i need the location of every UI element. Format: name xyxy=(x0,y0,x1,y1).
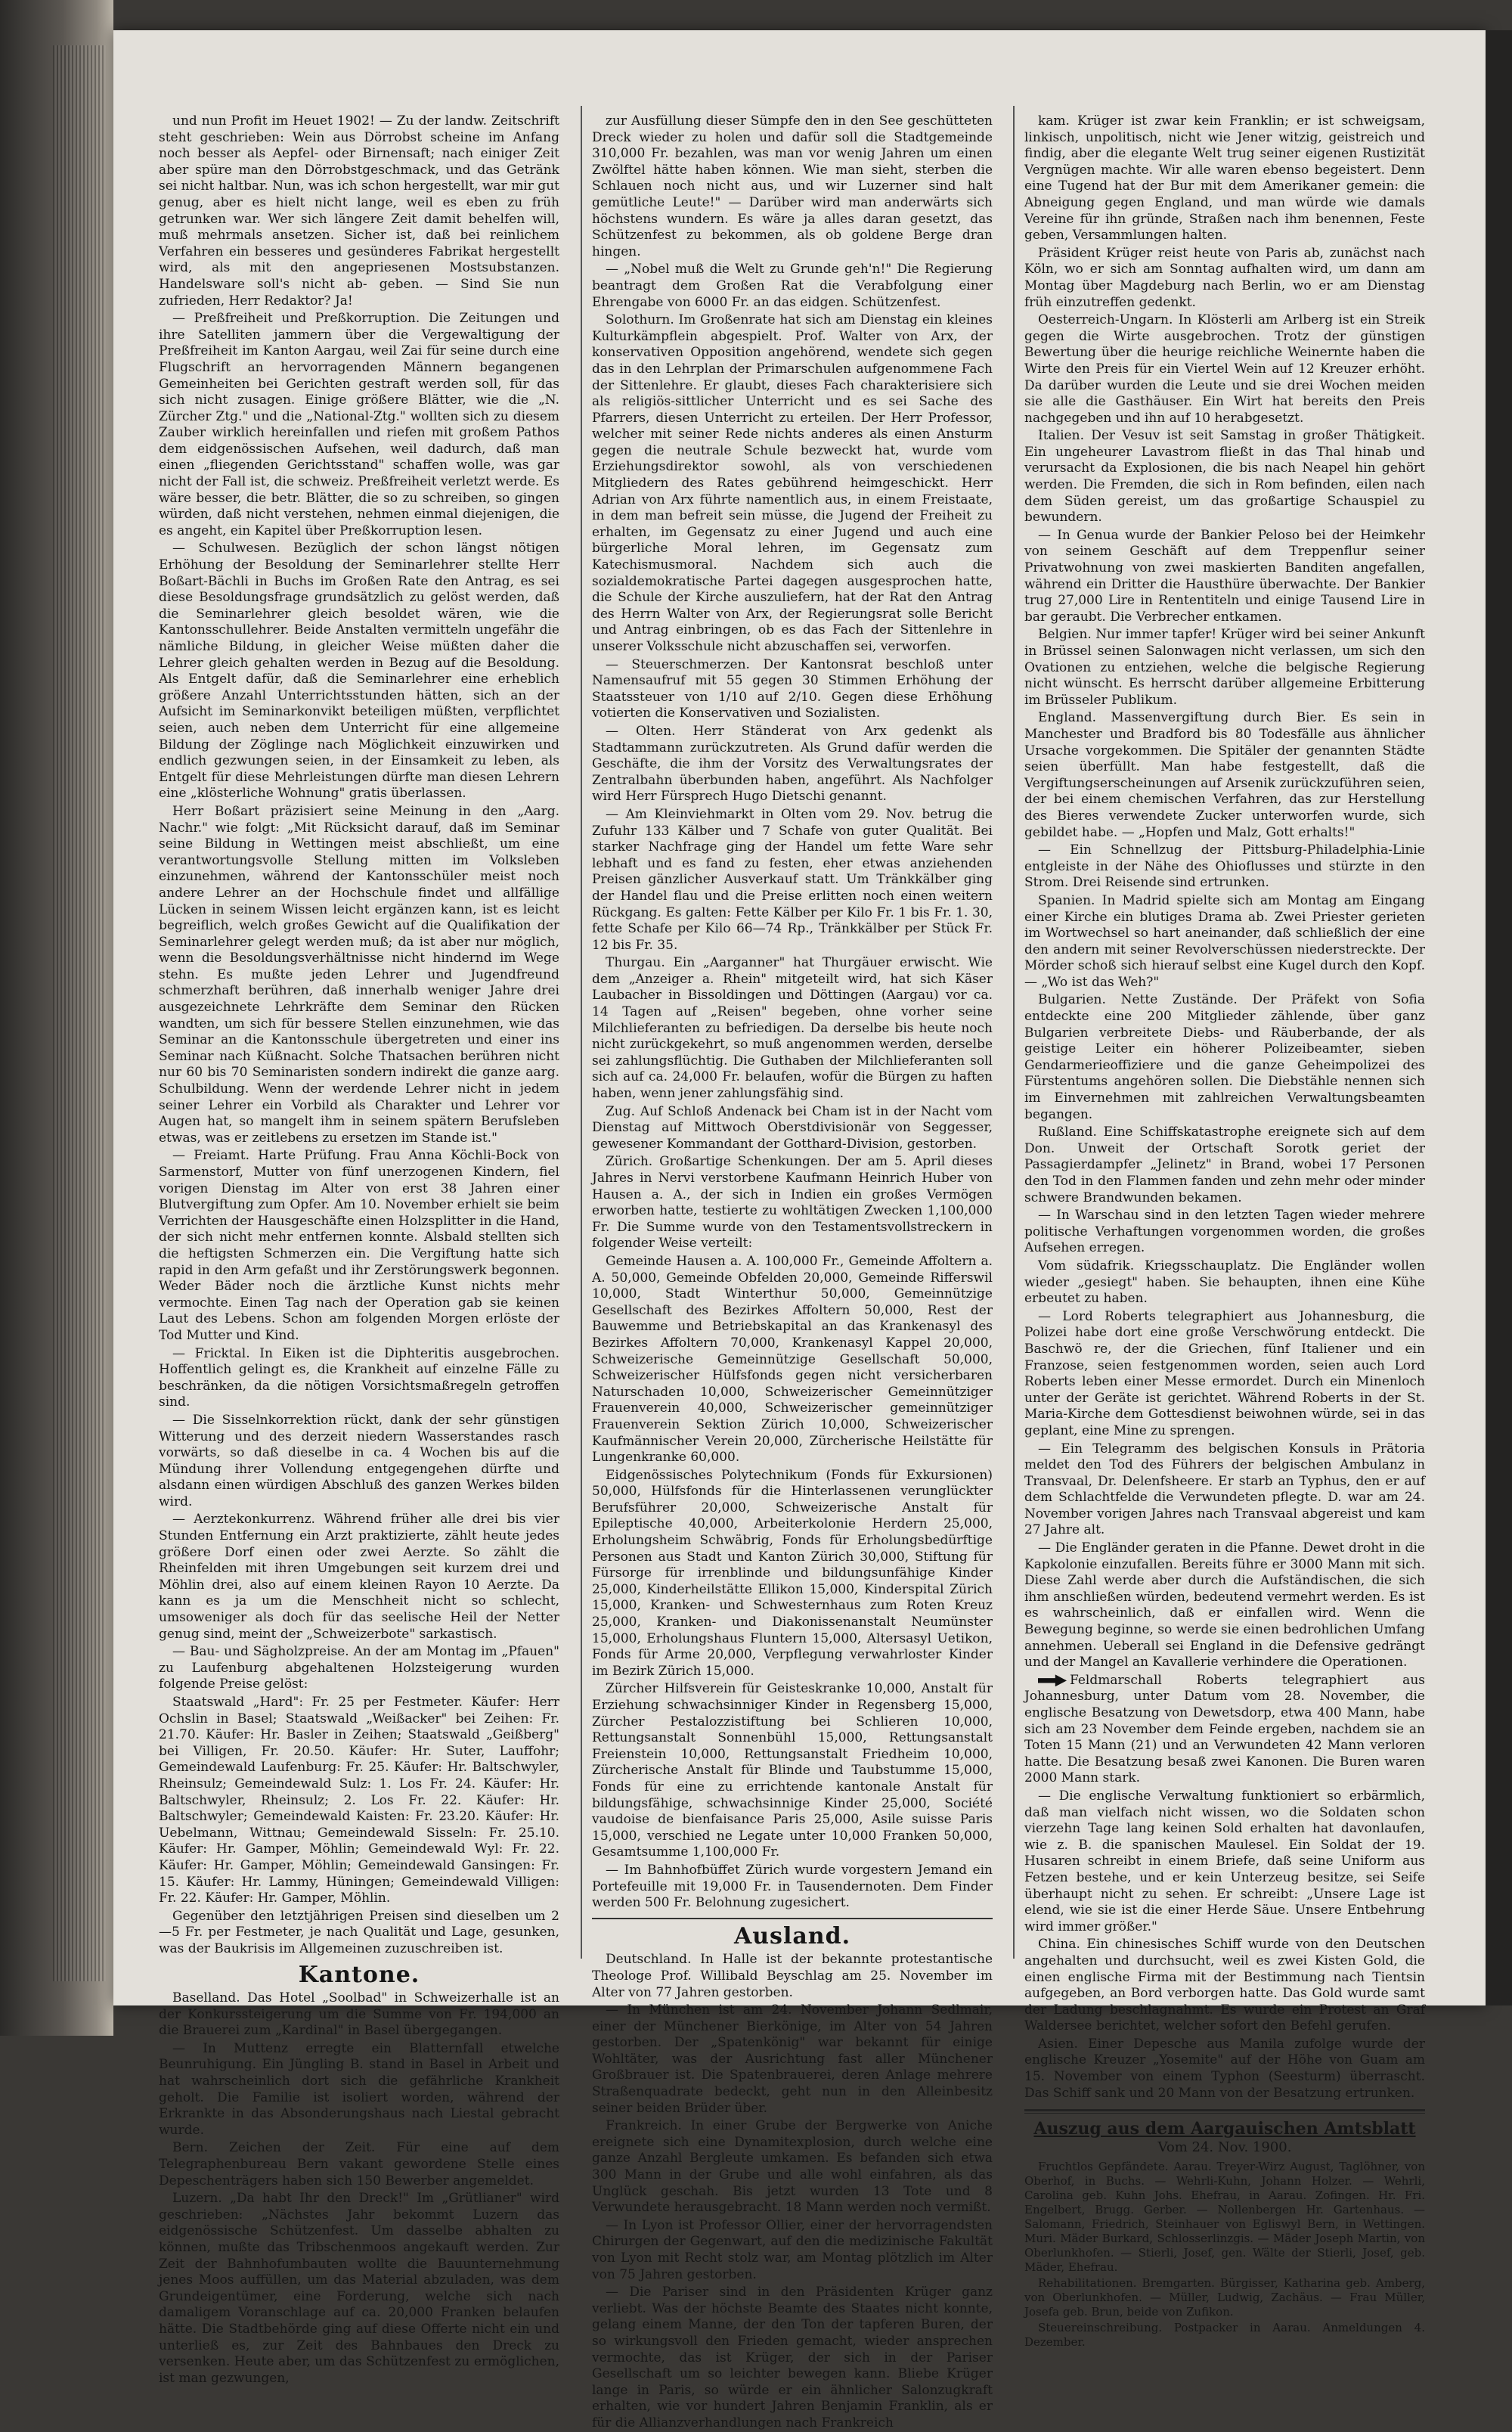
pointing-hand-icon xyxy=(1038,1674,1067,1686)
paragraph: — Fricktal. In Eiken ist die Diphteritis ausgebrochen. Hoffentlich gelingt es, die Krankheit auf einzelne Fälle zu beschränken, da die nötigen Vorsichtsmaßregeln getroffen sind. xyxy=(159,1345,559,1410)
paragraph: Eidgenössisches Polytechnikum (Fonds für Exkursionen) 50,000, Hülfsfonds für die Hinterlassenen verunglückter Berufsführer 20,000, Schweizerische Anstalt für Epileptische 40,000, Arbeiterkolonie Herdern 25,000, Erholungsheim Schwäbrig, Fonds für Erholungsbedürftige Personen aus Stadt und Kanton Zürich 30,000, Stiftung für Fürsorge für irrenblinde und bildungsunfähige Kinder 25,000, Kinderheilstätte Ellikon 15,000, Kinderspital Zürich 15,000, Kranken- und Schwesternhaus zum Roten Kreuz 25,000, Kranken- und Diakonissenanstalt Neumünster 15,000, Erholungshaus Fluntern 15,000, Altersasyl Uetikon, Fonds für Arme 20,000, Verpflegung verwahrloster Kinder im Bezirk Zürich 15,000. xyxy=(592,1467,993,1679)
column-rule xyxy=(581,106,582,1959)
paragraph: Herr Boßart präzisiert seine Meinung in den „Aarg. Nachr." wie folgt: „Mit Rücksicht darauf, daß im Seminar seine Bildung in Wettingen meist abschließt, um eine verantwortungsvolle Stellung mitten im Volksleben einzunehmen, während der Kantonsschüler meist noch andere Lehrer an der Hochschule findet und allfällige Lücken in seinem Wissen leicht ergänzen kann, ist es leicht begreiflich, welch großes Gewicht auf die Qualifikation der Seminarlehrer gelegt werden muß; da ist aber nur möglich, wenn die Besoldungsverhältnisse nicht hindernd im Wege stehn. Es mußte jeden Lehrer und Jugendfreund schmerzhaft berühren, daß innerhalb weniger Jahre drei ausgezeichnete Lehrkräfte dem Seminar den Rücken wandten, um sich für bessere Stellen einzunehmen, wie das Seminar an die Kantonsschule übergetreten und einer ins Seminar nach Küßnacht. Solche Thatsachen berühren nicht nur 60 bis 70 Seminaristen sondern indirekt die ganze aarg. Schulbildung. Wenn der werdende Lehrer nicht in jedem seiner Lehrer ein Vorbild als Charakter und Lehrer vor Augen hat, so mangelt ihm in seinem spätern Berufsleben etwas, was er zeitlebens zu ersetzen im Stande ist." xyxy=(159,803,559,1146)
paragraph: Thurgau. Ein „Aarganner" hat Thurgäuer erwischt. Wie dem „Anzeiger a. Rhein" mitgeteilt wird, hat sich Käser Laubacher in Bissoldingen und Döttingen (Aargau) vor ca. 14 Tagen auf „Reisen" begeben, ohne vorher seine Milchlieferanten zu befriedigen. Da derselbe bis heute noch nicht zurückgekehrt, so muß angenommen werden, derselbe sei zahlungsflüchtig. Die Guthaben der Milchlieferanten soll sich auf ca. 24,000 Fr. belaufen, wofür die Bürgen zu haften haben, wenn jener zahlungsfähig sind. xyxy=(592,955,993,1102)
paragraph: Zug. Auf Schloß Andenack bei Cham ist in der Nacht vom Dienstag auf Mittwoch Oberstdivisionär von Seggesser, gewesener Kommandant der Gotthard-Division, gestorben. xyxy=(592,1103,993,1152)
paragraph: Fruchtlos Gepfändete. Aarau. Treyer-Wirz August, Taglöhner, von Oberhof, in Buchs. — Wehrli-Kuhn, Johann Holzer. — Wehrli, Carolina geb. Kuhn Johs. Ehefrau, in Aarau. Zofingen. Hr. Fri. Engelbert, Brugg. Gerber. — Nollenbergen Hr. Gartenhaus. — Salomann, Friedrich, Steinhauer von Egliswyl Bern, in Wettingen. Muri. Mäder Burkard, Schlosserlinzgis. — Mäder Joseph Martin, von Oberlunkhofen. — Stierli, Josef, gen. Wälte der Stierli, Josef, geb. Mäder, Ehefrau. xyxy=(1024,2160,1425,2275)
paragraph: Belgien. Nur immer tapfer! Krüger wird bei seiner Ankunft in Brüssel seinen Salonwagen nicht verlassen, um sich den Ovationen zu entziehen, welche die belgische Regierung nicht wünscht. Es herrscht darüber allgemeine Erbitterung im Brüsseler Publikum. xyxy=(1024,627,1425,708)
paragraph: Spanien. In Madrid spielte sich am Montag am Eingang einer Kirche ein blutiges Drama ab. Zwei Priester gerieten im Wortwechsel so hart aneinander, daß schließlich der eine den andern mit seiner Revolverschüssen niederstreckte. Der Mörder schoß sich hierauf selbst eine Kugel durch den Kopf. — „Wo ist das Weh?" xyxy=(1024,892,1425,990)
paragraph: — Preßfreiheit und Preßkorruption. Die Zeitungen und ihre Satelliten jammern über die Vergewaltigung der Preßfreiheit im Kanton Aargau, weil Zai für seine durch eine Flugschrift an hervorragenden Männern begangenen Gemeinheiten bei Gerichten gestraft werden soll, für das sich nicht zusagen. Einige größere Blätter, wie die „N. Zürcher Ztg." und die „National-Ztg." wollten sich zu diesem Zauber wirklich hereinfallen und riefen mit großem Pathos dem eidgenössischen Aufsehen, weil dadurch, daß man einen „fliegenden Gerichtsstand" schaffen wolle, was gar nicht der Fall ist, die schweiz. Preßfreiheit verletzt werde. Es wäre besser, die betr. Blätter, die so zu schreiben, so gingen würden, daß nicht verstehen, nehmen einmal diejenigen, die es angeht, ein Kapitel über Preßkorruption lesen. xyxy=(159,311,559,538)
paragraph: — In München ist am 24. November Johann Sedlmair, einer der Münchener Bierkönige, im Alter von 54 Jahren gestorben. Der „Spatenkönig" war bekannt für einige Wohltäter, was der Ausrichtung fast aller Münchener Großbrauer ist. Die Spatenbrauerei, deren Anlage mehrere Straßenquadrate bedeckt, geht nun in den Alleinbesitz seiner beiden Brüder über. xyxy=(592,2002,993,2116)
amtsblatt-section xyxy=(1024,2160,1425,2350)
paragraph: Vom südafrik. Kriegsschauplatz. Die Engländer wollen wieder „gesiegt" haben. Sie behaupten, ihnen eine Kühe erbeutet zu haben. xyxy=(1024,1258,1425,1307)
paragraph: — Die Sisselnkorrektion rückt, dank der sehr günstigen Witterung und des derzeit niedern Wasserstandes rasch vorwärts, so daß dieselbe in ca. 4 Wochen bis auf die Mündung ihrer Vollendung entgegengehen dürfte und alsdann einen würdigen Abschluß des ganzen Werkes bilden wird. xyxy=(159,1412,559,1509)
column-rule xyxy=(1013,106,1015,1959)
paragraph: — Aerztekonkurrenz. Während früher alle drei bis vier Stunden Entfernung ein Arzt praktizierte, zählt heute jedes größere Dorf einen oder zwei Aerzte. So zählt die Rheinfelden mit ihren Umgebungen seit kurzem drei und Möhlin drei, also auf einem kleinen Rayon 10 Aerzte. Da kann es ja um die Menschheit nicht so schlecht, umsoweniger als doch für das seelische Heil der Netter genug sind, meint der „Schweizerbote" sarkastisch. xyxy=(159,1512,559,1642)
paragraph: Luzern. „Da habt Ihr den Dreck!" Im „Grütlianer" wird geschrieben: „Nächstes Jahr bekommt Luzern das eidgenössische Schützenfest. Um dasselbe abhalten zu können, mußte das Tribschenmoos angekauft werden. Zur Zeit der Bahnhofumbauten wollte die Bauunternehmung jenes Moos auffüllen, um das Material abzuladen, was dem Grundeigentümer, eine Forderung, welche sich nach damaligem Voranschlage auf ca. 20,000 Franken belaufen hätte. Die Stadtbehörde ging auf diese Offerte nicht ein und unterließ es, zur Zeit des Bahnbaues den Dreck zu versenken. Heute aber, um das Schützenfest zu ermöglichen, ist man gezwungen, xyxy=(159,2191,559,2386)
paragraph: — In Muttenz erregte ein Blatternfall etwelche Beunruhigung. Ein Jüngling B. stand in Basel in Arbeit und hat wahrscheinlich dort sich die gefährliche Krankheit geholt. Die Familie ist isoliert worden, während der Erkrankte in das Absonderungshaus nach Liestal gebracht wurde. xyxy=(159,2040,559,2138)
paragraph: — Steuerschmerzen. Der Kantonsrat beschloß unter Namensaufruf mit 55 gegen 30 Stimmen Erhöhung der Staatssteuer von 1/10 auf 2/10. Gegen diese Erhöhung votierten die Konservativen und Sozialisten. xyxy=(592,656,993,721)
paragraph: Oesterreich-Ungarn. In Klösterli am Arlberg ist ein Streik gegen die Wirte ausgebrochen. Trotz der günstigen Bewertung über die heurige reichliche Weinernte haben die Wirte den Preis für ein Viertel Wein auf 12 Kreuzer erhöht. Da darüber wurden die Leute und sie drei Wochen meiden sie alle die Gasthäuser. Ein Wirt hat bereits den Preis nachgegeben und ihn auf 10 herabgesetzt. xyxy=(1024,312,1425,426)
divider xyxy=(1024,2109,1425,2114)
paragraph: Deutschland. In Halle ist der bekannte protestantische Theologe Prof. Willibald Beyschlag am 25. November im Alter von 77 Jahren gestorben. xyxy=(592,1952,993,2000)
paragraph: Solothurn. Im Großenrate hat sich am Dienstag ein kleines Kulturkämpflein abgespielt. Prof. Walter von Arx, der konservativen Opposition angehörend, wendete sich gegen das in den Lehrplan der Primarschulen aufgenommene Fach der Sittenlehre. Er glaubt, dieses Fach charakterisiere sich als religiös-sittlicher Unterricht und es sei Sache des Pfarrers, diesen Unterricht zu erteilen. Der Herr Professor, welcher mit seiner Rede nichts anderes als einen Ansturm gegen die neutrale Schule bezweckt hat, wurde vom Erziehungsdirektor sowohl, als von verschiedenen Mitgliedern des Rates gebührend heimgeschickt. Herr Adrian von Arx führte namentlich aus, in einem Freistaate, in dem man befreit sein müsse, die Jugend der Freiheit zu erhalten, im Gegensatz zu einer Jugend und auch eine bürgerliche Moral lehren, im Gegensatz zum Katechismusmoral. Nachdem sich auch die sozialdemokratische Partei dagegen ausgesprochen hatte, die Schule der Kirche auszuliefern, hat der Rat den Antrag des Herrn Walter von Arx, der Regierungsrat solle Bericht und Antrag einbringen, ob es das Fach der Sittenlehre in unserer Volksschule nicht abzuschaffen sei, verworfen. xyxy=(592,312,993,654)
paragraph: — Am Kleinviehmarkt in Olten vom 29. Nov. betrug die Zufuhr 133 Kälber und 7 Schafe von guter Qualität. Bei starker Nachfrage ging der Handel um fette Ware sehr lebhaft und es fand zu festen, eher etwas anziehenden Preisen gänzlicher Ausverkauf statt. Um Tränkkälber ging der Handel flau und die Preise erlitten noch einen weitern Rückgang. Es galten: Fette Kälber per Kilo Fr. 1 bis Fr. 1. 30, fette Schafe per Kilo 66—74 Rp., Tränkkälber per Stück Fr. 12 bis Fr. 35. xyxy=(592,806,993,953)
paragraph: Bulgarien. Nette Zustände. Der Präfekt von Sofia entdeckte eine 200 Mitglieder zählende, über ganz Bulgarien verbreitete Diebs- und Räuberbande, der als geistige Leiter ein höherer Polizeibeamter, sieben Gendarmerieoffiziere und die ganze Geheimpolizei des Fürstentums angehören sollen. Die Diebstähle nennen sich im Einvernehmen mit zahlreichen Verwaltungsbeamten begangen. xyxy=(1024,992,1425,1122)
column-2 xyxy=(592,113,993,2430)
paragraph: — Ein Telegramm des belgischen Konsuls in Prätoria meldet den Tod des Führers der belgischen Ambulanz in Transvaal, Dr. Delenfsheere. Er starb an Typhus, den er auf dem Schlachtfelde die Verwundeten pflegte. D. war am 24. November vorigen Jahres nach Transvaal abgereist und kam 27 Jahre alt. xyxy=(1024,1441,1425,1538)
paragraph: Rehabilitationen. Bremgarten. Bürgisser, Katharina geb. Amberg, von Oberlunkhofen. — Müller, Ludwig, Zachäus. — Frau Müller, Josefa geb. Brun, beide von Zufikon. xyxy=(1024,2276,1425,2319)
paragraph: Rußland. Eine Schiffskatastrophe ereignete sich auf dem Don. Unweit der Ortschaft Sorotk geriet der Passagierdampfer „Jelinetz" in Brand, wobei 17 Personen den Tod in den Flammen fanden und zehn mehr oder minder schwere Brandwunden bekamen. xyxy=(1024,1124,1425,1205)
paragraph: — Freiamt. Harte Prüfung. Frau Anna Köchli-Bock von Sarmenstorf, Mutter von fünf unerzogenen Kindern, fiel vorigen Dienstag im Alter von erst 38 Jahren einer Blutvergiftung zum Opfer. Am 10. November erhielt sie beim Verrichten der Hausgeschäfte einen Holzsplitter in die Hand, der sich nicht mehr entfernen konnte. Alsbald stellten sich die heftigsten Schmerzen ein. Die Vergiftung hatte sich rapid in den Arm gefaßt und ihr Zerstörungswerk begonnen. Weder Bäder noch die ärztliche Kunst nichts mehr vermochte. Einen Tag nach der Operation gab sie keinen Laut des Lebens. Schon am folgenden Morgen erlöste der Tod Mutter und Kind. xyxy=(159,1148,559,1343)
paragraph: Präsident Krüger reist heute von Paris ab, zunächst nach Köln, wo er sich am Sonntag aufhalten wird, um dann am Montag über Magdeburg nach Berlin, wo er am Dienstag früh einzutreffen gedenkt. xyxy=(1024,245,1425,310)
amtsblatt-date: Vom 24. Nov. 1900. xyxy=(1157,2139,1292,2155)
paragraph: Gegenüber den letztjährigen Preisen sind dieselben um 2—5 Fr. per Festmeter, je nach Qualität und Lage, gesunken, was der Baukrisis im Allgemeinen zuzuschreiben ist. xyxy=(159,1908,559,1956)
paragraph: — Im Bahnhofbüffet Zürich wurde vorgestern Jemand ein Portefeuille mit 19,000 Fr. in Tausendernoten. Dem Finder werden 500 Fr. Belohnung zugesichert. xyxy=(592,1862,993,1911)
paragraph: China. Ein chinesisches Schiff wurde von den Deutschen angehalten und durchsucht, weil es zwei Kisten Gold, die einen englische Firma mit der Bestimmung nach Tientsin aufgegeben, an Bord verborgen hatte. Das Gold wurde samt der Ladung beschlagnahmt. Es wurde ein Protest an Graf Waldersee berichtet, welcher sofort den Befehl gerufen. xyxy=(1024,1937,1425,2034)
paragraph: — Ein Schnellzug der Pittsburg-Philadelphia-Linie entgleiste in der Nähe des Ohioflusses und stürzte in den Strom. Drei Reisende sind ertrunken. xyxy=(1024,842,1425,891)
paragraph: Gemeinde Hausen a. A. 100,000 Fr., Gemeinde Affoltern a. A. 50,000, Gemeinde Obfelden 20,000, Gemeinde Rifferswil 10,000, Stadt Winterthur 50,000, Gemeinnützige Gesellschaft des Bezirkes Affoltern 50,000, Rest der Bauwemme und Betriebskapital an das Krankenasyl des Bezirkes Affoltern 70,000, Krankenasyl Kappel 20,000, Schweizerische Gemeinnützige Gesellschaft 50,000, Schweizerischer Hülfsfonds gegen nicht versicherbaren Naturschaden 10,000, Schweizerischer Gemeinnütziger Frauenverein 40,000, Schweizerischer gemeinnütziger Frauenverein Sektion Zürich 10,000, Schweizerischer Kaufmännischer Verein 20,000, Zürcherische Heilstätte für Lungenkranke 60,000. xyxy=(592,1253,993,1466)
paragraph: Zürich. Großartige Schenkungen. Der am 5. April dieses Jahres in Nervi verstorbene Kaufmann Heinrich Huber von Hausen a. A., der sich in Indien ein großes Vermögen erworben hatte, testierte zu wohltätigen Zwecken 1,100,000 Fr. Die Summe wurde von den Testamentsvollstreckern in folgender Weise verteilt: xyxy=(592,1154,993,1252)
paragraph: Staatswald „Hard": Fr. 25 per Festmeter. Käufer: Herr Ochslin in Basel; Staatswald „Weißacker" bei Zeihen: Fr. 21.70. Käufer: Hr. Basler in Zeihen; Staatswald „Geißberg" bei Villigen, Fr. 20.50. Käufer: Hr. Suter, Lauffohr; Gemeindewald Laufenburg: Fr. 25. Käufer: Hr. Baltschwyler, Rheinsulz; Gemeindewald Sulz: 1. Los Fr. 24. Käufer: Hr. Baltschwyler, Rheinsulz; 2. Los Fr. 22. Käufer: Hr. Baltschwyler; Gemeindewald Kaisten: Fr. 23.20. Käufer: Hr. Uebelmann, Wittnau; Gemeindewald Sisseln: Fr. 25.10. Käufer: Hr. Gamper, Möhlin; Gemeindewald Wyl: Fr. 22. Käufer: Hr. Gamper, Möhlin; Gemeindewald Gansingen: Fr. 15. Käufer: Hr. Lammy, Hüningen; Gemeindewald Villigen: Fr. 22. Käufer: Hr. Gamper, Möhlin. xyxy=(159,1695,559,1906)
paragraph: — Die englische Verwaltung funktioniert so erbärmlich, daß man vielfach nicht wissen, wo die Soldaten schon vierzehn Tage lang keinen Sold erhalten hat davonlaufen, wie z. B. die spanischen Maulesel. Ein Soldat der 19. Husaren schreibt in einem Briefe, daß seine Uniform aus Fetzen bestehe, und er kein Unterzeug besitze, sei Seife überhaupt nicht zu sehen. Er schreibt: „Unsere Lage ist elend, wie sie ist die einer Herde Säue. Unsere Entbehrung wird immer größer." xyxy=(1024,1788,1425,1934)
book-binding xyxy=(0,0,113,2036)
binding-edge-lines xyxy=(53,45,106,1981)
paragraph: — In Warschau sind in den letzten Tagen wieder mehrere politische Verhaftungen vorgenommen worden, die großes Aufsehen erregen. xyxy=(1024,1208,1425,1256)
paragraph: Frankreich. In einer Grube der Bergwerke von Aniche ereignete sich eine Dynamitexplosion, durch welche eine ganze Anzahl Bergleute umkamen. Es befanden sich etwa 300 Mann in der Grube und alle wohl einfahren, als das Unglück geschah. Bis jetzt wurden 13 Tote und 8 Verwundete herausgebracht. 18 Mann werden noch vermißt. xyxy=(592,2118,993,2216)
divider xyxy=(592,1918,993,1919)
paragraph: — Die Pariser sind in den Präsidenten Krüger ganz verliebt. Was der höchste Beamte des Staates nicht konnte, gelang einem Manne, der den Ton der tapferen Buren, der so wirkungsvoll den Frieden gemacht, wieder ansprechen vermochte, das ist Krüger, der sich in der Pariser Gesellschaft um so leichter bewegen kann. Bliebe Krüger lange in Paris, so würde er ein ähnlicher Salonzugkraft erhalten, wie vor hundert Jahren Benjamin Franklin, als er für die Allianzverhandlungen nach Frankreich xyxy=(592,2285,993,2430)
paragraph: — In Genua wurde der Bankier Peloso bei der Heimkehr von seinem Geschäft auf dem Treppenflur seiner Privatwohnung von zwei maskierten Banditen angefallen, während ein Dritter die Hausthüre überwachte. Der Bankier trug 27,000 Lire in Rententiteln und einige Tausend Lire in bar geraubt. Die Verbrecher entkamen. xyxy=(1024,527,1425,625)
paragraph: — „Nobel muß die Welt zu Grunde geh'n!" Die Regierung beantragt dem Großen Rat die Verabfolgung einer Ehrengabe von 6000 Fr. an das eidgen. Schützenfest. xyxy=(592,262,993,310)
paragraph xyxy=(1024,1673,1425,1787)
paragraph: England. Massenvergiftung durch Bier. Es sein in Manchester und Bradford bis 80 Todesfälle aus ähnlicher Ursache vorgekommen. Die Spitäler der genannten Städte seien überfüllt. Man habe festgestellt, daß die Vergiftungserscheinungen auf Arsenik zurückzuführen seien, der bei einem chemischen Verfahren, das zur Herstellung des Bieres verwendete Zucker unterworfen wurde, sich gebildet habe. — „Hopfen und Malz, Gott erhalts!" xyxy=(1024,710,1425,840)
paragraph: Steuereinschreibung. Postpacker in Aarau. Anmeldungen 4. Dezember. xyxy=(1024,2321,1425,2350)
paragraph: — Schulwesen. Bezüglich der schon längst nötigen Erhöhung der Besoldung der Seminarlehrer stellte Herr Boßart-Bächli in Buchs im Großen Rate den Antrag, es sei diese Besoldungsfrage grundsätzlich zu gelöst werden, daß die Seminarlehrer gleich besoldet wären, wie die Kantonsschullehrer. Beide Anstalten vermitteln ungefähr die nämliche Bildung, in gleicher Weise müßten daher die Lehrer gleich gehalten werden in Bezug auf die Besoldung. Als Entgelt dafür, daß die Seminarlehrer eine erheblich größere Anzahl Unterrichtsstunden hätten, sich an der Aufsicht im Seminarkonvikt beteiligen müßten, verpflichtet seien, auch neben dem Unterricht für eine allgemeine Bildung der Zöglinge nach Möglichkeit einzuwirken und endlich gezwungen seien, in der Einsamkeit zu leben, als Entgelt für diese Mehrleistungen dürfte man diesen Lehrern eine „klösterliche Wohnung" gratis überlassen. xyxy=(159,541,559,802)
paragraph: Baselland. Das Hotel „Soolbad" in Schweizerhalle ist an der Konkurssteigerung um die Summe von Fr. 194,000 an die Brauerei zum „Kardinal" in Basel übergegangen. xyxy=(159,1990,559,2039)
paragraph-text: Feldmarschall Roberts telegraphiert aus Johannesburg, unter Datum vom 28. November, die englische Besatzung von Dewetsdorp, etwa 400 Mann, habe sich am 23 November dem Feinde ergeben, nachdem sie an Toten 15 Mann (21) und an Verwundeten 42 Mann verloren hatte. Die Besatzung besaß zwei Kanonen. Die Buren waren 2000 Mann stark. xyxy=(1024,1672,1425,1786)
amtsblatt-title: Auszug aus dem Aargauischen Amtsblatt xyxy=(1033,2119,1416,2139)
right-page-edge xyxy=(1486,30,1512,2005)
paragraph: Asien. Einer Depesche aus Manila zufolge wurde der englische Kreuzer „Yosemite" auf der Höhe von Guam am 15. November von einem Typhon (Seesturm) überrascht. Das Schiff sank und 20 Mann von der Besatzung ertrunken. xyxy=(1024,2036,1425,2101)
paragraph: — Die Engländer geraten in die Pfanne. Dewet droht in die Kapkolonie einzufallen. Bereits führe er 3000 Mann mit sich. Diese Zahl werde aber durch die Aufständischen, die sich ihm anschließen würden, bedeutend vermehrt werden. Es ist es wahrscheinlich, daß er einfallen wird. Wenn die Bewegung beginne, so werde sie einen bedrohlichen Umfang annehmen. Ueberall sei England in die Defensive gedrängt und der Mangel an Kavallerie verhindere die Operationen. xyxy=(1024,1540,1425,1670)
section-heading-ausland: Ausland. xyxy=(733,1922,851,1950)
paragraph: Zürcher Hilfsverein für Geisteskranke 10,000, Anstalt für Erziehung schwachsinniger Kinder in Regensberg 15,000, Zürcher Pestalozzistiftung bei Schlieren 10,000, Rettungsanstalt Sonnenbühl 15,000, Rettungsanstalt Freienstein 10,000, Rettungsanstalt Friedheim 10,000, Zürcherische Anstalt für Blinde und Taubstumme 15,000, Fonds für eine zu errichtende kantonale Anstalt für bildungsfähige, schwachsinnige Kinder 25,000, Société vaudoise de bienfaisance Paris 25,000, Asile suisse Paris 15,000, verschied ne Legate unter 10,000 Franken 50,000, Gesamtsumme 1,100,000 Fr. xyxy=(592,1681,993,1860)
paragraph: zur Ausfüllung dieser Sümpfe den in den See geschütteten Dreck wieder zu holen und dafür soll die Stadtgemeinde 310,000 Fr. bezahlen, was man vor wenig Jahren um einen Zwölftel hätte haben können. Wie man sieht, sterben die Schlauen noch nicht aus, und wir Luzerner sind halt gemütliche Leute!" — Darüber wird man anderwärts sich höchstens wundern. Es wäre ja alles daran gesetzt, das Schützenfest zu bekommen, als ob goldene Berge dran hingen. xyxy=(592,113,993,259)
paragraph: — Bau- und Sägholzpreise. An der am Montag im „Pfauen" zu Laufenburg abgehaltenen Holzsteigerung wurden folgende Preise gelöst: xyxy=(159,1644,559,1692)
paragraph: — In Lyon ist Professor Ollier, einer der hervorragendsten Chirurgen der Gegenwart, auf den die medizinische Fakultät von Lyon mit Recht stolz war, am Montag plötzlich im Alter von 75 Jahren gestorben. xyxy=(592,2217,993,2282)
column-3 xyxy=(1024,113,1425,2350)
paragraph: Italien. Der Vesuv ist seit Samstag in großer Thätigkeit. Ein ungeheurer Lavastrom fließt in das Thal hinab und verursacht da Explosionen, die bis nach Neapel hin gehört werden. Die Fremden, die sich in Rom befinden, eilen nach dem Süden gereist, um das großartige Schauspiel zu bewundern. xyxy=(1024,428,1425,526)
paragraph: kam. Krüger ist zwar kein Franklin; er ist schweigsam, linkisch, unpolitisch, nicht wie Jener witzig, geistreich und findig, aber die elegante Welt trug seiner eigenen Rustizität Vergnügen machte. Wir alle waren ebenso begeistert. Denn eine Tugend hat der Bur mit dem Amerikaner gemein: die Abneigung gegen England, und man würde wie damals Vereine für ihn gründe, Straßen nach ihm benennen, Feste geben, Versammlungen halten. xyxy=(1024,113,1425,244)
paragraph: — Olten. Herr Ständerat von Arx gedenkt als Stadtammann zurückzutreten. Als Grund dafür werden die Geschäfte, die ihm der Vorsitz des Verwaltungsrates der Zentralbahn überbunden haben, angeführt. Als Nachfolger wird Herr Fürsprech Hugo Dietschi genannt. xyxy=(592,723,993,805)
column-1 xyxy=(159,113,559,2386)
paragraph: — Lord Roberts telegraphiert aus Johannesburg, die Polizei habe dort eine große Verschwörung entdeckt. Die Baschwö re, der die Griechen, fünf Italiener und ein Franzose, seien festgenommen worden, seien auch Lord Roberts leben einer Messe ermordet. Durch ein Minenloch unter der Geräte ist gerichtet. Während Roberts in der St. Maria-Kirche dem Gottesdienst beiwohnen würde, sei in das geplant, eine Mine zu sprengen. xyxy=(1024,1308,1425,1438)
paragraph: und nun Profit im Heuet 1902! — Zu der landw. Zeitschrift steht geschrieben: Wein aus Dörrobst scheine im Anfang noch besser als Aepfel- oder Birnensaft; nach einiger Zeit aber spüre man den Dörrobstgeschmack, und das Getränk sei nicht haltbar. Nun, was ich schon hergestellt, war mir gut genug, aber es hielt nicht lange, weil es eben zu früh getrunken war. Wer sich längere Zeit damit behelfen will, muß mehrmals ansetzen. Sicher ist, daß bei reinlichem Verfahren ein besseres und gesünderes Fabrikat hergestellt wird, als mit den angepriesenen Mostsubstanzen. Handelsware soll's nicht ab- geben. — Sind Sie nun zufrieden, Herr Redaktor? Ja! xyxy=(159,113,559,309)
section-heading-kantone: Kantone. xyxy=(298,1961,420,1988)
paragraph: Bern. Zeichen der Zeit. Für eine auf dem Telegraphenbureau Bern vakant gewordene Stelle eines Depeschenträgers haben sich 150 Bewerber angemeldet. xyxy=(159,2140,559,2188)
